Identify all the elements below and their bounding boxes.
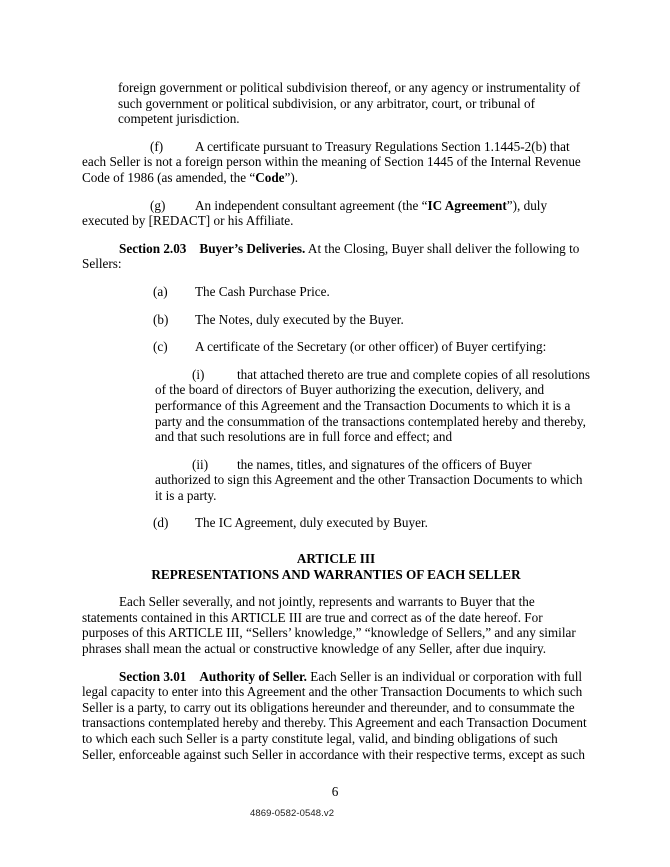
heading-line: REPRESENTATIONS AND WARRANTIES OF EACH SELLER — [151, 566, 521, 582]
item-c-ii — [155, 457, 590, 504]
item-c-i — [155, 367, 590, 445]
paragraph-continuation — [118, 80, 590, 127]
item-b — [82, 312, 590, 328]
clause-label: (ii) — [192, 456, 209, 472]
document-id-stamp: 4869-0582-0548.v2 — [250, 808, 335, 819]
text-run: A certificate pursuant to Treasury Regulations Section 1.1445-2(b) that each Seller is not a foreign person within the meaning of Section 1445 of the Internal Revenue Code of 1986 (as amended, the “ — [82, 138, 581, 185]
text-run: At the Closing, Buyer shall deliver the following to Sellers: — [82, 240, 580, 272]
text-run: The Notes, duly executed by the Buyer. — [195, 311, 404, 327]
text-run: IC Agreement — [427, 197, 507, 213]
text-run: that attached thereto are true and complete copies of all resolutions of the board of directors of Buyer authorizing the execution, delivery, and performance of this Agreement and the Transaction Documents to which it is a party and the consummation of the transactions contemplated hereby and thereby, and that such resolutions are in full force and effect; and — [155, 366, 590, 445]
document-body — [82, 80, 590, 774]
text-run: foreign government or political subdivision thereof, or any agency or instrumentality of such government or political subdivision, or any arbitrator, court, or tribunal of competent jurisdiction. — [118, 80, 581, 127]
text-run: An independent consultant agreement (the “ — [195, 197, 428, 213]
clause-label: (f) — [150, 138, 164, 154]
heading-line: ARTICLE III — [296, 551, 376, 567]
text-run: Buyer’s Deliveries. — [199, 240, 306, 256]
article-iii-intro — [82, 594, 590, 656]
clause-label: (d) — [153, 515, 169, 531]
item-c — [82, 339, 590, 355]
clause-label: (c) — [153, 339, 168, 355]
text-run: Each Seller severally, and not jointly, represents and warrants to Buyer that the statements contained in this ARTICLE III are true and correct as of the date hereof. For purposes of this ARTICLE III, “Sellers’ knowledge,” “knowledge of Sellers,” and any similar phrases shall mean the actual or constructive knowledge of any Seller, after due inquiry. — [82, 594, 576, 657]
page-number: 6 — [331, 784, 339, 799]
clause-f — [82, 139, 590, 186]
article-iii-heading — [82, 551, 590, 582]
text-run: The Cash Purchase Price. — [195, 283, 330, 299]
clause-label: (g) — [150, 197, 166, 213]
text-run: Section 2.03 — [119, 240, 187, 256]
text-run: ”), duly executed by [REDACT] or his Affiliate. — [82, 197, 548, 229]
text-run: Section 3.01 — [119, 668, 187, 684]
text-run: Code — [255, 169, 285, 185]
clause-g — [82, 198, 590, 229]
clause-label: (a) — [153, 283, 168, 299]
text-run: the names, titles, and signatures of the officers of Buyer authorized to sign this Agreement and the other Transaction Documents to which it is a party. — [155, 456, 583, 503]
text-run: The IC Agreement, duly executed by Buyer. — [195, 515, 428, 531]
item-a — [82, 284, 590, 300]
clause-label: (b) — [153, 311, 169, 327]
section-3-01 — [82, 669, 590, 763]
text-run: Authority of Seller. — [199, 668, 307, 684]
text-run: ”). — [284, 169, 299, 185]
clause-label: (i) — [192, 366, 205, 382]
text-run: A certificate of the Secretary (or other officer) of Buyer certifying: — [195, 339, 547, 355]
item-d — [82, 515, 590, 531]
section-2-03 — [82, 241, 590, 272]
text-run: Each Seller is an individual or corporation with full legal capacity to enter into this Agreement and the other Transaction Documents to which such Seller is a party, to carry out its obligations hereunder and thereunder, and to consummate the transactions contemplated hereby and thereby. This Agreement and each Transaction Document to which each such Seller is a party constitute legal, valid, and binding obligations of such Seller, enforceable against such Seller in accordance with their respective terms, except as such — [82, 668, 587, 762]
